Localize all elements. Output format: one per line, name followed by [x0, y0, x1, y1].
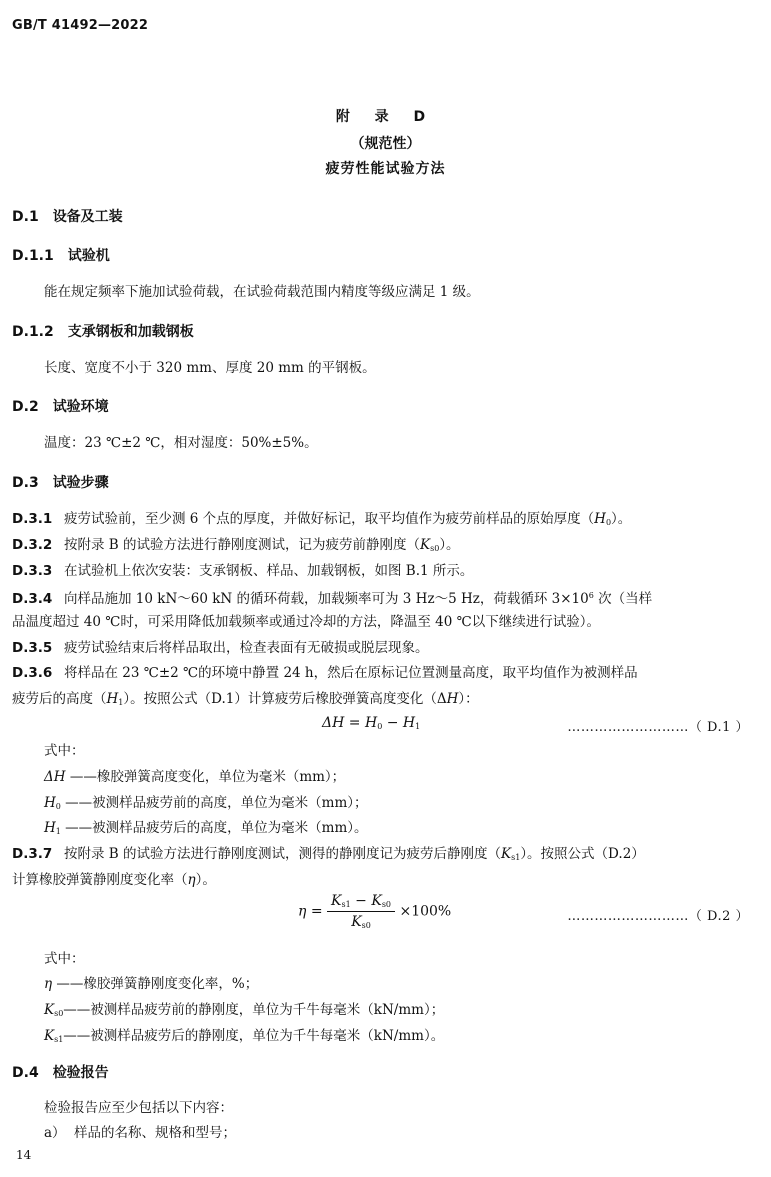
clause-number: D.3.5 — [12, 640, 53, 656]
clause-text: 将样品在 23 ℃±2 ℃的环境中静置 24 h，然后在原标记位置测量高度，取平均值作为被测样品 — [64, 665, 638, 681]
superscript: 6 — [588, 591, 594, 600]
heading-d4 — [12, 1062, 109, 1082]
subscript: 0 — [55, 802, 61, 811]
subscript: s0 — [54, 1009, 64, 1018]
clause-number: D.3.6 — [12, 665, 53, 681]
clause-number: D.3.3 — [12, 563, 53, 579]
equation-operator: − — [386, 715, 399, 731]
clause-text: ）。 — [439, 537, 460, 553]
fraction-numerator — [327, 893, 395, 912]
clause-text: ）。按照公式（D.2） — [520, 846, 645, 862]
list-item-text: 样品的名称、规格和型号； — [74, 1125, 236, 1141]
paragraph-d1-1: 能在规定频率下施加试验荷载，在试验荷载范围内精度等级应满足 1 级。 — [44, 284, 480, 300]
symbol: H — [44, 820, 56, 836]
clause-d3-4 — [12, 583, 652, 612]
fraction-denominator — [327, 912, 395, 930]
clause-text: 疲劳试验前，至少测 6 个点的厚度，并做好标记，取平均值作为疲劳前样品的原始厚度（ — [64, 511, 595, 527]
subscript: s1 — [341, 900, 351, 909]
subscript: s0 — [381, 900, 392, 909]
symbol: K — [331, 893, 342, 909]
definition-text: ——橡胶弹簧高度变化，单位为毫米（mm）； — [65, 769, 346, 785]
symbol: η — [187, 872, 196, 888]
clause-text: ）。 — [195, 872, 216, 888]
symbol: K — [501, 846, 512, 862]
subscript: 0 — [377, 722, 383, 731]
equation-operator: = — [348, 715, 361, 731]
clause-text: 疲劳试验结束后将样品取出，检查表面有无破损或脱层现象。 — [64, 640, 429, 656]
equation-number-d2: ………………………（ D.2 ） — [567, 909, 749, 924]
paragraph-d4: 检验报告应至少包括以下内容： — [44, 1100, 233, 1116]
equation-lhs: η — [298, 903, 307, 920]
clause-text: 次（当样 — [593, 591, 653, 607]
symbol: H — [106, 691, 119, 707]
equation-lhs: ΔH — [322, 715, 345, 731]
symbol: η — [44, 976, 53, 992]
clause-text: 计算橡胶弹簧静刚度变化率（ — [12, 872, 188, 888]
paragraph-d1-2: 长度、宽度不小于 320 mm、厚度 20 mm 的平钢板。 — [44, 360, 376, 376]
clause-text: 在试验机上依次安装：支承钢板、样品、加载钢板，如图 B.1 所示。 — [64, 563, 474, 579]
list-item-a — [44, 1120, 236, 1146]
definition-text: ——被测样品疲劳后的静刚度，单位为千牛每毫米（kN/mm）。 — [63, 1028, 445, 1044]
clause-d3-6-continued — [12, 686, 479, 716]
where-label: 式中： — [44, 743, 85, 759]
subscript: s0 — [430, 544, 440, 553]
subscript: 1 — [415, 722, 421, 731]
subscript: s1 — [54, 1035, 64, 1044]
subscript: 0 — [605, 518, 612, 527]
equation-number-d1: ………………………（ D.1 ） — [567, 720, 749, 735]
annex-nature: （规范性） — [350, 136, 421, 152]
symbol: K — [420, 537, 431, 553]
paragraph-d2: 温度：23 ℃±2 ℃，相对湿度：50%±5%。 — [44, 435, 318, 451]
clause-d3-7-continued — [12, 867, 216, 893]
heading-d3 — [12, 472, 109, 492]
heading-d1 — [12, 206, 123, 226]
symbol: H — [402, 715, 416, 731]
clause-d3-6 — [12, 660, 638, 686]
clause-d3-3 — [12, 558, 473, 584]
symbol: H — [44, 795, 56, 811]
clause-text: 疲劳后的高度（ — [12, 691, 107, 707]
heading-d1-2 — [12, 321, 194, 341]
clause-text: ）： — [458, 691, 479, 707]
page-number: 14 — [16, 1148, 32, 1162]
heading-text: 试验步骤 — [52, 475, 109, 491]
definition-text: ——被测样品疲劳前的高度，单位为毫米（mm）； — [60, 795, 368, 811]
clause-number: D.3.7 — [12, 846, 53, 862]
heading-number: D.1.1 — [12, 248, 54, 264]
clause-number: D.3.1 — [12, 511, 53, 527]
symbol: K — [44, 1002, 55, 1018]
definition-text: ——被测样品疲劳前的静刚度，单位为千牛每毫米（kN/mm）； — [63, 1002, 445, 1018]
annex-title: 附 录 D — [335, 109, 436, 125]
clause-d3-4-continued: 品温度超过 40 ℃时，可采用降低加载频率或通过冷却的方法，降温至 40 ℃以下继续进行试验）。 — [12, 614, 600, 630]
clause-number: D.3.2 — [12, 537, 53, 553]
symbol: H — [446, 691, 459, 707]
heading-d1-1 — [12, 245, 110, 265]
equation-operator: − — [350, 893, 372, 909]
clause-number: D.3.4 — [12, 591, 53, 607]
where-label: 式中： — [44, 951, 85, 967]
standard-code: GB/T 41492—2022 — [12, 18, 149, 33]
symbol: K — [44, 1028, 55, 1044]
heading-number: D.3 — [12, 475, 39, 491]
symbol: K — [351, 914, 362, 930]
equation-tail: ×100% — [399, 903, 452, 920]
definition-text: ——橡胶弹簧静刚度变化率，%； — [52, 976, 259, 992]
clause-text: 向样品施加 10 kN～60 kN 的循环荷载，加载频率可为 3 Hz～5 Hz，荷载循环 3×10 — [64, 591, 589, 607]
clause-text: ）。 — [611, 511, 632, 527]
heading-number: D.4 — [12, 1065, 39, 1081]
clause-text: 按附录 B 的试验方法进行静刚度测试，记为疲劳前静刚度（ — [64, 537, 421, 553]
annex-name: 疲劳性能试验方法 — [325, 161, 446, 177]
subscript: s1 — [511, 853, 521, 862]
heading-number: D.1 — [12, 209, 39, 225]
heading-number: D.2 — [12, 399, 39, 415]
equation-d2 — [298, 893, 451, 930]
heading-text: 试验环境 — [52, 399, 109, 415]
heading-text: 支承钢板和加载钢板 — [67, 324, 194, 340]
where-item — [44, 1023, 444, 1053]
subscript: 1 — [118, 698, 124, 707]
fraction — [327, 893, 395, 930]
subscript: 1 — [55, 827, 61, 836]
symbol: K — [371, 893, 382, 909]
heading-number: D.1.2 — [12, 324, 54, 340]
symbol: ΔH — [44, 769, 66, 785]
heading-text: 试验机 — [67, 248, 110, 264]
symbol: H — [594, 511, 606, 527]
subscript: s0 — [361, 921, 371, 930]
definition-text: ——被测样品疲劳后的高度，单位为毫米（mm）。 — [60, 820, 368, 836]
heading-text: 检验报告 — [52, 1065, 109, 1081]
heading-text: 设备及工装 — [52, 209, 123, 225]
list-marker: a） — [44, 1125, 66, 1141]
equation-d1 — [322, 715, 420, 731]
equation-operator: = — [310, 903, 323, 920]
clause-text: 按附录 B 的试验方法进行静刚度测试，测得的静刚度记为疲劳后静刚度（ — [64, 846, 502, 862]
heading-d2 — [12, 396, 109, 416]
symbol: H — [364, 715, 378, 731]
clause-text: ）。按照公式（D.1）计算疲劳后橡胶弹簧高度变化（Δ — [123, 691, 447, 707]
clause-d3-5 — [12, 635, 429, 661]
